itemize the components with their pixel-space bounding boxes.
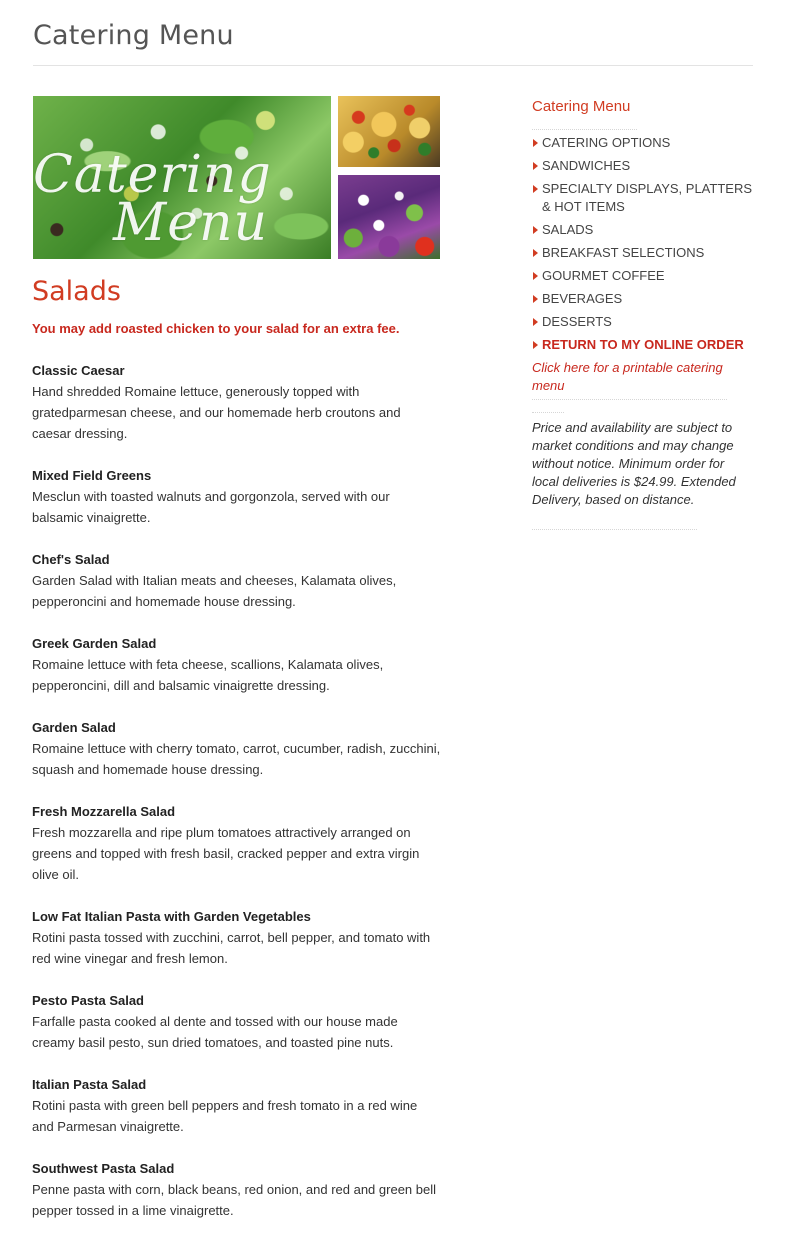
arrow-right-icon: [533, 226, 538, 234]
salad-description: Romaine lettuce with feta cheese, scallions, Kalamata olives, pepperoncini, dill and balsamic vinaigrette dressing.: [32, 657, 384, 693]
banner-salad-image: [33, 96, 331, 259]
salad-description: Hand shredded Romaine lettuce, generously topped with gratedparmesan cheese, and our homemade herb croutons and caesar dressing.: [32, 384, 401, 441]
arrow-right-icon: [533, 272, 538, 280]
arrow-right-icon: [533, 185, 538, 193]
banner-script-line1: Catering: [33, 145, 272, 205]
salad-name: Mixed Field Greens: [32, 468, 152, 483]
salad-description: Mesclun with toasted walnuts and gorgonzola, served with our balsamic vinaigrette.: [32, 489, 390, 525]
sidebar: [532, 96, 757, 530]
catering-banner: [33, 96, 440, 259]
list-item: [32, 801, 442, 885]
salad-description: Garden Salad with Italian meats and cheeses, Kalamata olives, pepperoncini and homemade house dressing.: [32, 573, 397, 609]
arrow-right-icon: [533, 318, 538, 326]
salad-name: Garden Salad: [32, 720, 116, 735]
sidebar-item-beverages[interactable]: [532, 290, 757, 308]
sidebar-item-label: BREAKFAST SELECTIONS: [542, 245, 705, 260]
banner-script-line2: Menu: [113, 193, 268, 253]
salad-description: Rotini pasta with green bell peppers and fresh tomato in a red wine and Parmesan vinaigrette.: [32, 1098, 418, 1134]
arrow-right-icon: [533, 162, 538, 170]
salad-name: Pesto Pasta Salad: [32, 993, 144, 1008]
sidebar-divider: [532, 412, 564, 413]
sidebar-item-label: GOURMET COFFEE: [542, 268, 665, 283]
salad-name: Greek Garden Salad: [32, 636, 157, 651]
salad-name: Italian Pasta Salad: [32, 1077, 147, 1092]
list-item: [32, 633, 442, 696]
sidebar-item-label: BEVERAGES: [542, 291, 623, 306]
sidebar-item-sandwiches[interactable]: [532, 157, 757, 175]
banner-script-text: [33, 145, 272, 253]
sidebar-title: Catering Menu: [532, 98, 631, 115]
sidebar-item-label: DESSERTS: [542, 314, 612, 329]
sidebar-nav: [532, 134, 757, 354]
sidebar-divider: [532, 529, 697, 530]
arrow-right-icon: [533, 341, 538, 349]
title-divider: [33, 65, 753, 66]
list-item: [32, 717, 442, 780]
salad-list: [32, 360, 442, 1221]
list-item: [32, 360, 442, 444]
arrow-right-icon: [533, 249, 538, 257]
sidebar-item-gourmet-coffee[interactable]: [532, 267, 757, 285]
sidebar-item-return-to-order[interactable]: [532, 336, 757, 354]
salad-description: Romaine lettuce with cherry tomato, carrot, cucumber, radish, zucchini, squash and homemade house dressing.: [32, 741, 441, 777]
price-note: Price and availability are subject to market conditions and may change without notice. Minimum order for local deliveries is $24.99. Extended Delivery, based on distance.: [532, 420, 736, 507]
banner-pasta-image: [338, 96, 440, 167]
salad-description: Fresh mozzarella and ripe plum tomatoes attractively arranged on greens and topped with fresh basil, cracked pepper and extra virgin olive oil.: [32, 825, 420, 882]
sidebar-item-breakfast[interactable]: [532, 244, 757, 262]
salad-description: Farfalle pasta cooked al dente and tossed with our house made creamy basil pesto, sun dried tomatoes, and toasted pine nuts.: [32, 1014, 398, 1050]
sidebar-divider: [532, 129, 637, 130]
sidebar-item-label: CATERING OPTIONS: [542, 135, 671, 150]
sidebar-item-label: SALADS: [542, 222, 594, 237]
list-item: [32, 1158, 442, 1221]
salad-name: Chef's Salad: [32, 552, 110, 567]
salad-description: Penne pasta with corn, black beans, red onion, and red and green bell pepper tossed in a lime vinaigrette.: [32, 1182, 436, 1218]
sidebar-item-label: RETURN TO MY ONLINE ORDER: [542, 337, 744, 352]
salad-name: Fresh Mozzarella Salad: [32, 804, 176, 819]
list-item: [32, 465, 442, 528]
chicken-notice: You may add roasted chicken to your salad for an extra fee.: [32, 321, 400, 336]
sidebar-item-label: SANDWICHES: [542, 158, 631, 173]
page-title: Catering Menu: [33, 20, 234, 51]
banner-vegetable-image: [338, 175, 440, 259]
section-heading: Salads: [32, 276, 121, 307]
salad-name: Low Fat Italian Pasta with Garden Vegetables: [32, 909, 311, 924]
sidebar-item-specialty-displays[interactable]: [532, 180, 757, 216]
main-content: [32, 274, 442, 1242]
sidebar-item-label: SPECIALTY DISPLAYS, PLATTERS & HOT ITEMS: [542, 181, 752, 214]
arrow-right-icon: [533, 295, 538, 303]
sidebar-item-salads[interactable]: [532, 221, 757, 239]
salad-name: Classic Caesar: [32, 363, 125, 378]
sidebar-item-desserts[interactable]: [532, 313, 757, 331]
list-item: [32, 990, 442, 1053]
sidebar-item-catering-options[interactable]: [532, 134, 757, 152]
printable-menu-link[interactable]: Click here for a printable catering menu: [532, 359, 727, 400]
list-item: [32, 906, 442, 969]
salad-description: Rotini pasta tossed with zucchini, carrot, bell pepper, and tomato with red wine vinegar and fresh lemon.: [32, 930, 431, 966]
list-item: [32, 549, 442, 612]
arrow-right-icon: [533, 139, 538, 147]
salad-name: Southwest Pasta Salad: [32, 1161, 175, 1176]
list-item: [32, 1074, 442, 1137]
